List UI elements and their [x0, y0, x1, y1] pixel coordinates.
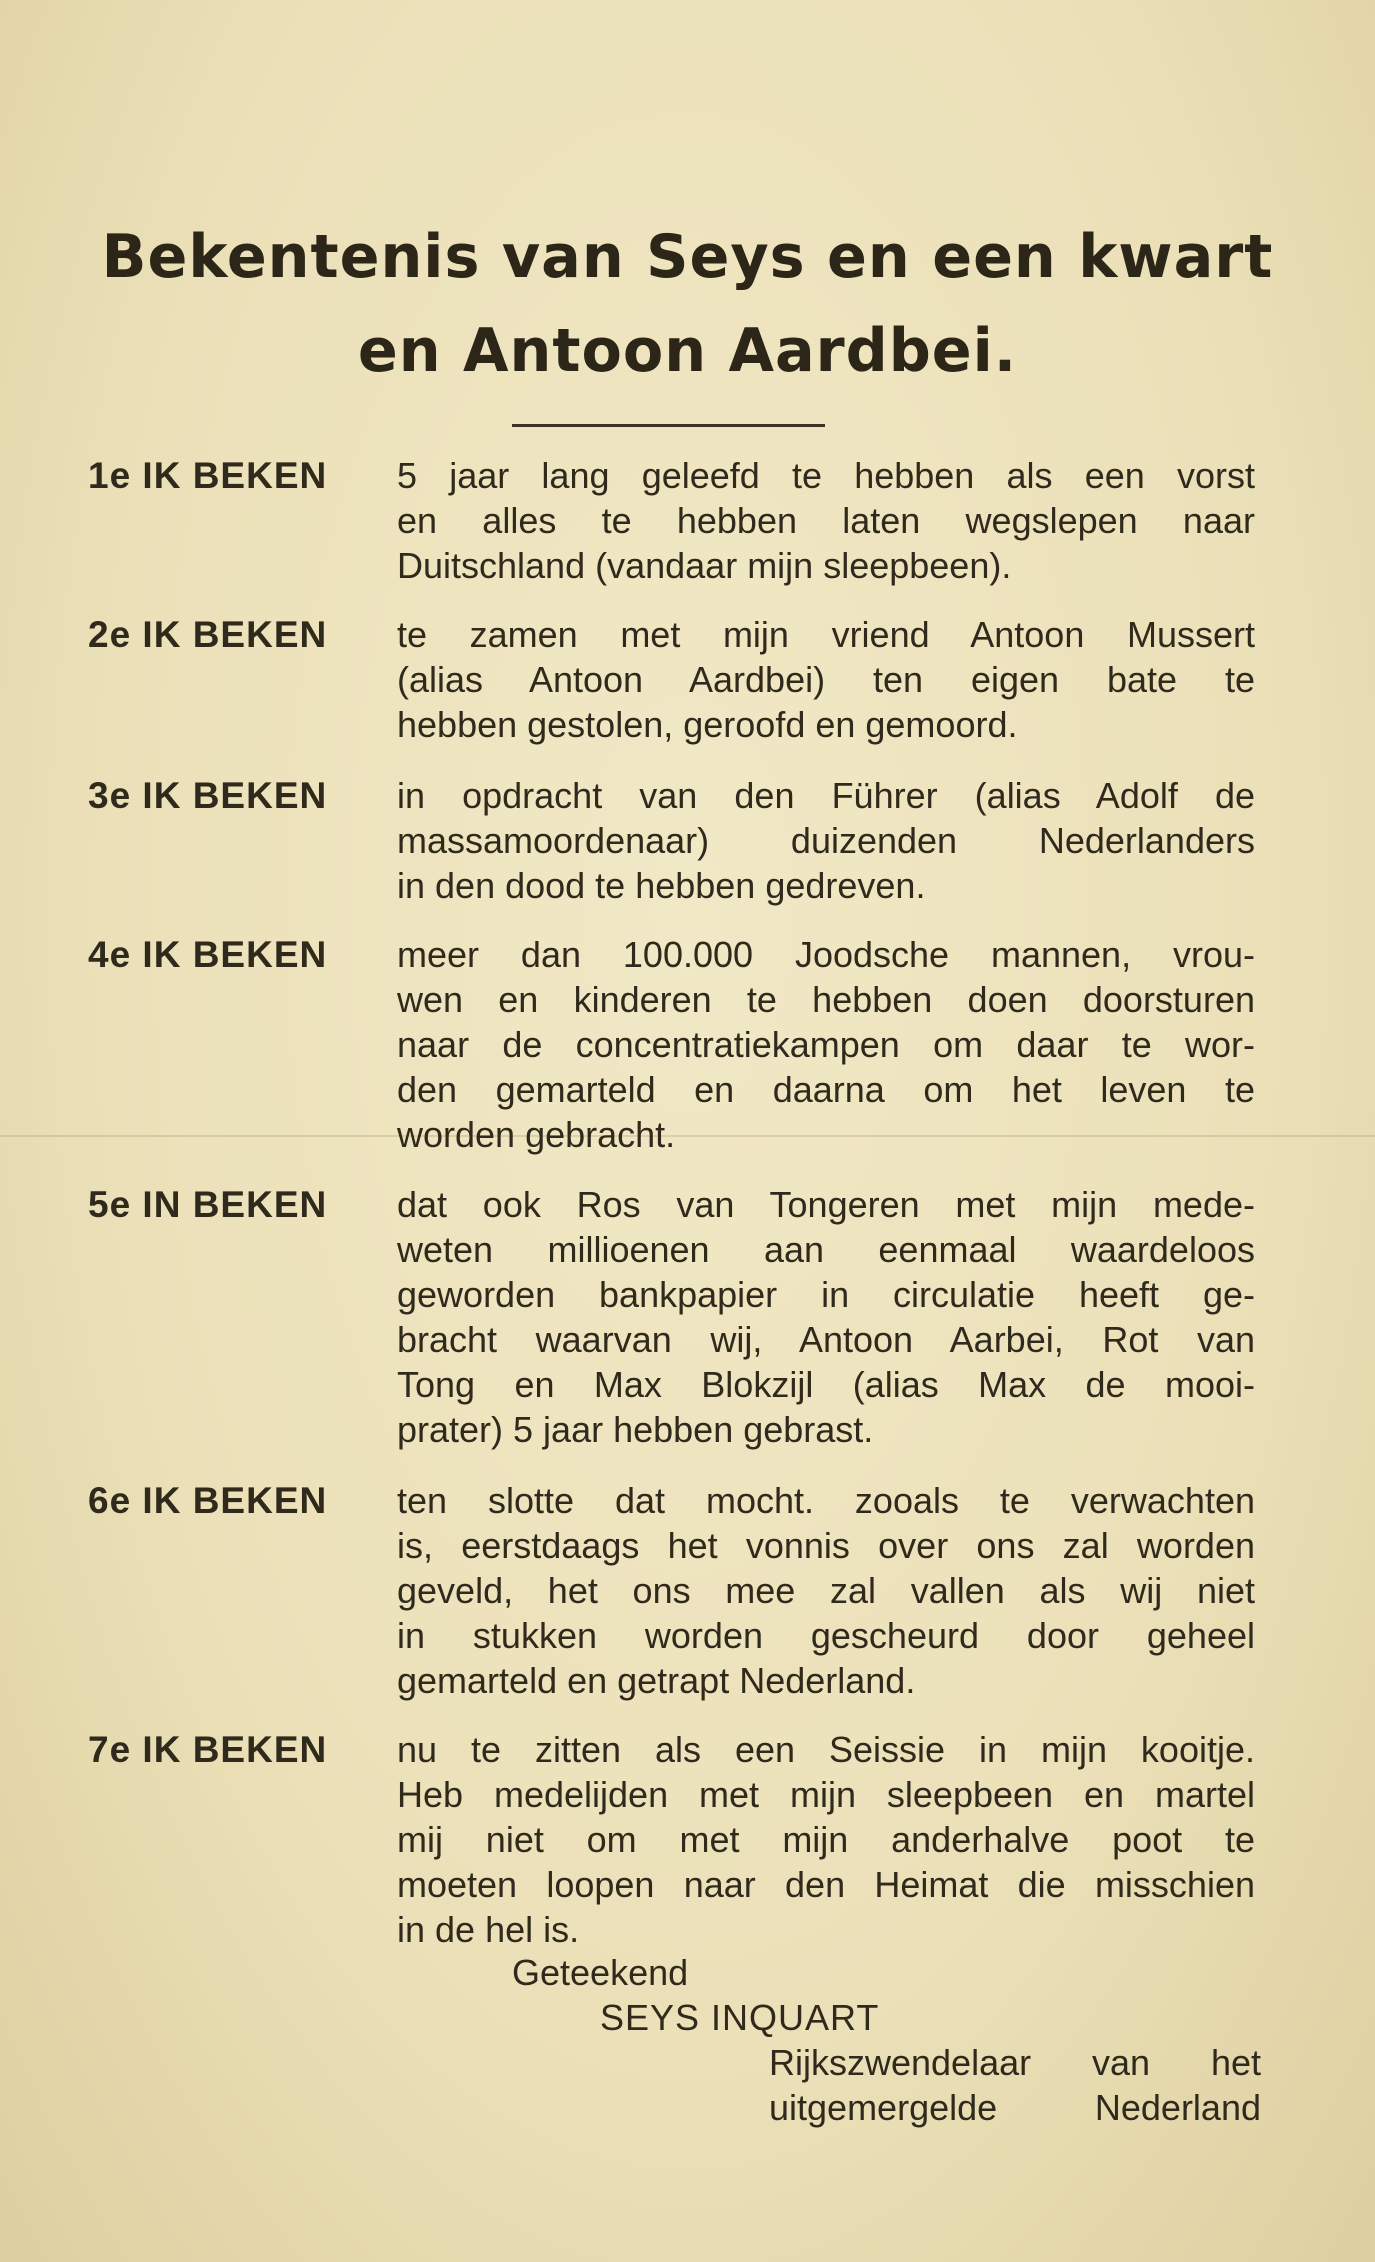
confession-text-line: geveld, het ons mee zal vallen als wij niet — [397, 1570, 1255, 1611]
confession-text-line: bracht waarvan wij, Antoon Aarbei, Rot van — [397, 1319, 1255, 1360]
confession-label: 5e IN BEKEN — [88, 1184, 328, 1225]
confession-text-line: in opdracht van den Führer (alias Adolf de — [397, 775, 1255, 816]
confession-label: 6e IK BEKEN — [88, 1480, 328, 1521]
confession-text-line: meer dan 100.000 Joodsche mannen, vrou- — [397, 934, 1255, 975]
confession-text-line: Duitschland (vandaar mijn sleepbeen). — [397, 545, 1012, 586]
confession-text-line: Heb medelijden met mijn sleepbeen en martel — [397, 1774, 1255, 1815]
title-divider — [512, 424, 825, 427]
confession-text-line: mij niet om met mijn anderhalve poot te — [397, 1819, 1255, 1860]
confession-label: 1e IK BEKEN — [88, 455, 328, 496]
confession-text-line: weten millioenen aan eenmaal waardeloos — [397, 1229, 1255, 1270]
signatory-name: SEYS INQUART — [600, 1997, 880, 2038]
confession-text-line: wen en kinderen te hebben doen doorsturen — [397, 979, 1255, 1020]
confession-text-line: gemarteld en getrapt Nederland. — [397, 1660, 916, 1701]
confession-text-line: (alias Antoon Aardbei) ten eigen bate te — [397, 659, 1255, 700]
confession-text — [397, 932, 1255, 1157]
confession-label: 2e IK BEKEN — [88, 614, 328, 655]
confession-text-line: 5 jaar lang geleefd te hebben als een vorst — [397, 455, 1255, 496]
confession-text — [397, 1182, 1255, 1452]
confession-label: 7e IK BEKEN — [88, 1729, 328, 1770]
confession-text-line: ten slotte dat mocht. zooals te verwachten — [397, 1480, 1255, 1521]
confession-text-line: worden gebracht. — [397, 1114, 676, 1155]
confession-text-line: dat ook Ros van Tongeren met mijn mede- — [397, 1184, 1255, 1225]
confession-text-line: te zamen met mijn vriend Antoon Mussert — [397, 614, 1255, 655]
confession-label: 4e IK BEKEN — [88, 934, 328, 975]
confession-text-line: moeten loopen naar den Heimat die misschien — [397, 1864, 1255, 1905]
confession-text-line: den gemarteld en daarna om het leven te — [397, 1069, 1255, 1110]
confession-text-line: geworden bankpapier in circulatie heeft ge- — [397, 1274, 1255, 1315]
confession-text-line: en alles te hebben laten wegslepen naar — [397, 500, 1255, 541]
confession-text-line: naar de concentratiekampen om daar te wor- — [397, 1024, 1255, 1065]
confession-text-line: in den dood te hebben gedreven. — [397, 865, 926, 906]
confession-text-line: nu te zitten als een Seissie in mijn kooitje. — [397, 1729, 1255, 1770]
confession-text — [397, 1727, 1255, 1952]
confession-text-line: in de hel is. — [397, 1909, 580, 1950]
confession-text — [397, 612, 1255, 747]
title-line-1: Bekentenis van Seys en een kwart — [101, 222, 1274, 292]
confession-text-line: in stukken worden gescheurd door geheel — [397, 1615, 1255, 1656]
signatory-role-line-1: Rijkszwendelaar van het — [769, 2042, 1261, 2083]
confession-text-line: massamoordenaar) duizenden Nederlanders — [397, 820, 1255, 861]
confession-text — [397, 453, 1255, 588]
confession-text — [397, 1478, 1255, 1703]
confession-label: 3e IK BEKEN — [88, 775, 328, 816]
confession-text-line: is, eerstdaags het vonnis over ons zal worden — [397, 1525, 1255, 1566]
confession-text-line: prater) 5 jaar hebben gebrast. — [397, 1409, 874, 1450]
signed-label: Geteekend — [512, 1952, 689, 1993]
confession-text-line: Tong en Max Blokzijl (alias Max de mooi- — [397, 1364, 1255, 1405]
title-line-2: en Antoon Aardbei. — [357, 316, 1018, 386]
signatory-role-line-2: uitgemergelde Nederland — [769, 2087, 1261, 2128]
confession-text — [397, 773, 1255, 908]
confession-text-line: hebben gestolen, geroofd en gemoord. — [397, 704, 1018, 745]
